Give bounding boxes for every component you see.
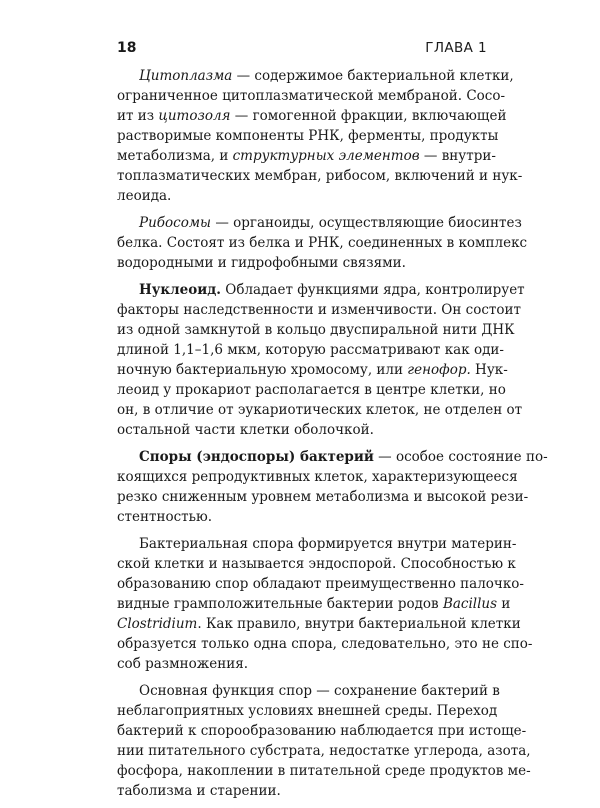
text-line [117, 146, 496, 166]
text-line [117, 233, 528, 253]
paragraph [117, 66, 523, 206]
paragraph [117, 534, 533, 674]
text-run: топлазматических мембран, рибосом, включений и нук- [117, 168, 523, 184]
text-line [117, 126, 499, 146]
text-line [117, 86, 506, 106]
text-run: — органоиды, осуществляющие биосинтез [211, 215, 522, 231]
text-run: соб размножения. [117, 656, 248, 672]
text-run: метаболизма, и [117, 148, 233, 164]
text-line [117, 507, 487, 527]
italic-term: Рибосомы [139, 215, 212, 231]
bold-term: Споры (эндоспоры) бактерий [139, 449, 374, 465]
text-line [117, 340, 504, 360]
text-run: из одной замкнутой в кольцо двуспиральной нити ДНК [117, 322, 515, 338]
text-run: Обладает функциями ядра, контролирует [220, 282, 525, 298]
running-header [117, 40, 487, 56]
text-run: неблагоприятных условиях внешней среды. Переход [117, 703, 498, 719]
text-run: . Как правило, внутри бактериальной клетки [197, 616, 521, 632]
text-line [117, 186, 487, 206]
text-run: ограниченное цитоплазматической мембраной. Сосo- [117, 88, 506, 104]
text-line [117, 360, 508, 380]
paragraph [117, 447, 548, 527]
text-run: леоида. [117, 188, 172, 204]
text-run: и [497, 596, 511, 612]
text-run: таболизма и старении. [117, 783, 281, 799]
paragraph [117, 280, 525, 440]
text-line [117, 66, 514, 86]
text-run: водородными и гидрофобными связями. [117, 255, 406, 271]
text-line [117, 166, 523, 186]
text-run: нии питательного субстрата, недостатке углерода, азота, [117, 743, 531, 759]
text-run: — внутри- [419, 148, 496, 164]
text-run: — особое состояние по- [373, 449, 548, 465]
text-run: леоид у прокариот располагается в центре клетки, но [117, 382, 506, 398]
text-run: — гомогенной фракции, включающей [230, 108, 507, 124]
italic-term: цитозоля [158, 108, 231, 124]
body-text [117, 66, 548, 808]
italic-term: Clostridium [117, 616, 198, 632]
text-line [117, 721, 527, 741]
text-run: факторы наследственности и изменчивости. Он состоит [117, 302, 521, 318]
text-run: коящихся репродуктивных клеток, характеризующееся [117, 469, 518, 485]
text-line [117, 420, 487, 440]
text-line [117, 380, 506, 400]
text-line [117, 213, 522, 233]
text-line [117, 634, 533, 654]
text-line [117, 761, 531, 781]
text-run: ит из [117, 108, 159, 124]
text-run: Основная функция спор — сохранение бактерий в [139, 683, 500, 699]
text-line [117, 781, 487, 801]
italic-term: Bacillus [442, 596, 498, 612]
text-run: образованию спор обладают преимущественно палочко- [117, 576, 524, 592]
text-run: видные грамположительные бактерии родов [117, 596, 443, 612]
text-line [117, 400, 523, 420]
bold-term: Нуклеоид. [139, 282, 221, 298]
paragraph [117, 681, 531, 801]
text-run: образуется только одна спора, следовательно, это не спо- [117, 636, 533, 652]
chapter-title: ГЛАВА 1 [425, 40, 487, 56]
text-line [117, 447, 548, 467]
text-run: Нук- [470, 362, 508, 378]
text-line [117, 681, 500, 701]
text-run: — содержимое бактериальной клетки, [232, 68, 514, 84]
text-line [117, 487, 529, 507]
text-run: Бактериальная спора формируется внутри материн- [139, 536, 517, 552]
page-number: 18 [117, 40, 137, 56]
text-line [117, 614, 521, 634]
text-line [117, 300, 521, 320]
text-run: ночную бактериальную хромосому, или [117, 362, 408, 378]
text-line [117, 701, 498, 721]
text-line [117, 654, 487, 674]
text-run: фосфора, накоплении в питательной среде продуктов ме- [117, 763, 531, 779]
text-line [117, 534, 517, 554]
text-line [117, 467, 518, 487]
text-run: растворимые компоненты РНК, ферменты, продукты [117, 128, 499, 144]
text-run: он, в отличие от эукариотических клеток, не отделен от [117, 402, 523, 418]
text-line [117, 280, 525, 300]
text-run: ской клетки и называется эндоспорой. Способностью к [117, 556, 516, 572]
text-line [117, 594, 511, 614]
text-run: белка. Состоят из белка и РНК, соединенных в комплекс [117, 235, 528, 251]
text-run: бактерий к спорообразованию наблюдается при истоще- [117, 723, 527, 739]
text-line [117, 253, 487, 273]
text-line [117, 106, 507, 126]
italic-term: Цитоплазма [139, 68, 233, 84]
text-line [117, 574, 524, 594]
text-line [117, 741, 531, 761]
text-run: стентностью. [117, 509, 213, 525]
italic-term: генофор. [407, 362, 471, 378]
text-line [117, 554, 516, 574]
text-run: остальной части клетки оболочкой. [117, 422, 374, 438]
text-run: резко сниженным уровнем метаболизма и высокой рези- [117, 489, 529, 505]
text-line [117, 320, 515, 340]
italic-term: структурных элементов [232, 148, 420, 164]
text-run: длиной 1,1–1,6 мкм, которую рассматривают как оди- [117, 342, 504, 358]
paragraph [117, 213, 528, 273]
